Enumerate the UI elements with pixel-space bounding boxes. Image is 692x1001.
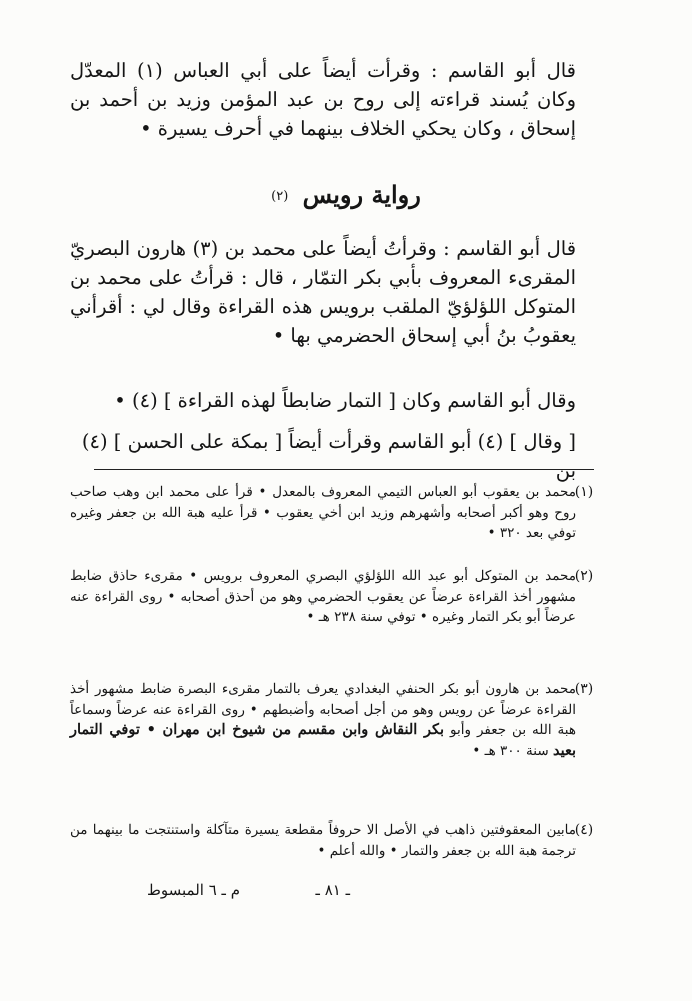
printer-signature: م ـ ٦ المبسوط xyxy=(147,881,240,899)
footnote-text: محمد بن يعقوب أبو العباس التيمي المعروف بالمعدل • قرأ على محمد ابن وهب صاحب روح وهو أكبر أصحابه وأشهرهم وزيد ابن أخي يعقوب • قرأ عليه هبة الله بن جعفر وغيره توفي بعد ٣٢٠ • xyxy=(70,484,576,541)
footnote-text: مابين المعقوفتين ذاهب في الأصل الا حروفاً مقطعة يسيرة متآكلة واستنتجت ما بينهما من ترجمة هبة الله بن جعفر والتمار • والله أعلم • xyxy=(70,822,576,859)
section-heading-title: رواية رويس xyxy=(302,180,421,209)
footnote-text: محمد بن المتوكل أبو عبد الله اللؤلؤي البصري المعروف برويس • مقرىء حاذق ضابط مشهور أخذ القراءة عرضاً عن يعقوب الحضرمي وهو من أحذق أصحابه • روى القراءة عنه عرضاً أبو بكر التمار وغيره • توفي سنة ٢٣٨ هـ • xyxy=(70,568,576,625)
paragraph-abu-alabbas: قال أبو القاسم : وقرأت أيضاً على أبي العباس (١) المعدّل وكان يُسند قراءته إلى روح بن عبد المؤمن وزيد بن أحمد بن إسحاق ، وكان يحكي الخلاف بينهما في أحرف يسيرة • xyxy=(70,59,577,140)
footnote-text-bold: بكر النقاش وابن مقسم من شيوخ ابن مهران • توفي التمار بعيد xyxy=(70,721,576,759)
paragraph-tammar-note: وقال أبو القاسم وكان [ التمار ضابطاً لهذه القراءة ] (٤) • xyxy=(114,389,576,412)
footnote-number: (٢) xyxy=(574,568,594,584)
footnote-text-tail: سنة ٣٠٠ هـ • xyxy=(472,742,549,759)
footnote-number: (٤) xyxy=(574,822,594,838)
footnote-divider xyxy=(94,469,594,470)
footnote-text xyxy=(70,679,576,761)
page-number: ـ ٨١ ـ xyxy=(315,881,350,899)
paragraph-makkah: [ وقال ] (٤) أبو القاسم وقرأت أيضاً [ بمكة على الحسن ] (٤) بن xyxy=(81,430,576,482)
footnote-number: (١) xyxy=(574,484,594,500)
footnote-number: (٣) xyxy=(574,681,594,697)
paragraph-tammar: قال أبو القاسم : وقرأتُ أيضاً على محمد بن (٣) هارون البصريّ المقرىء المعروف بأبي بكر التمّار ، قال : قرأتُ على محمد بن المتوكل اللؤلؤيّ الملقب برويس هذه القراءة وقال لي : أقرأني يعقوبُ بنُ أبي إسحاق الحضرمي بها • xyxy=(70,237,577,347)
footnote-text-body: محمد بن هارون أبو بكر الحنفي البغدادي يعرف بالتمار مقرىء البصرة ضابط مشهور أخذ القراءة عرضاً عن رويس وهو من أجل أصحابه وأضبطهم • روى القراءة عنه عرضاً وسماعاً هبة الله بن جعفر وأبو xyxy=(70,681,576,738)
section-heading xyxy=(0,180,692,209)
section-heading-footnote-ref: (٢) xyxy=(271,189,289,204)
